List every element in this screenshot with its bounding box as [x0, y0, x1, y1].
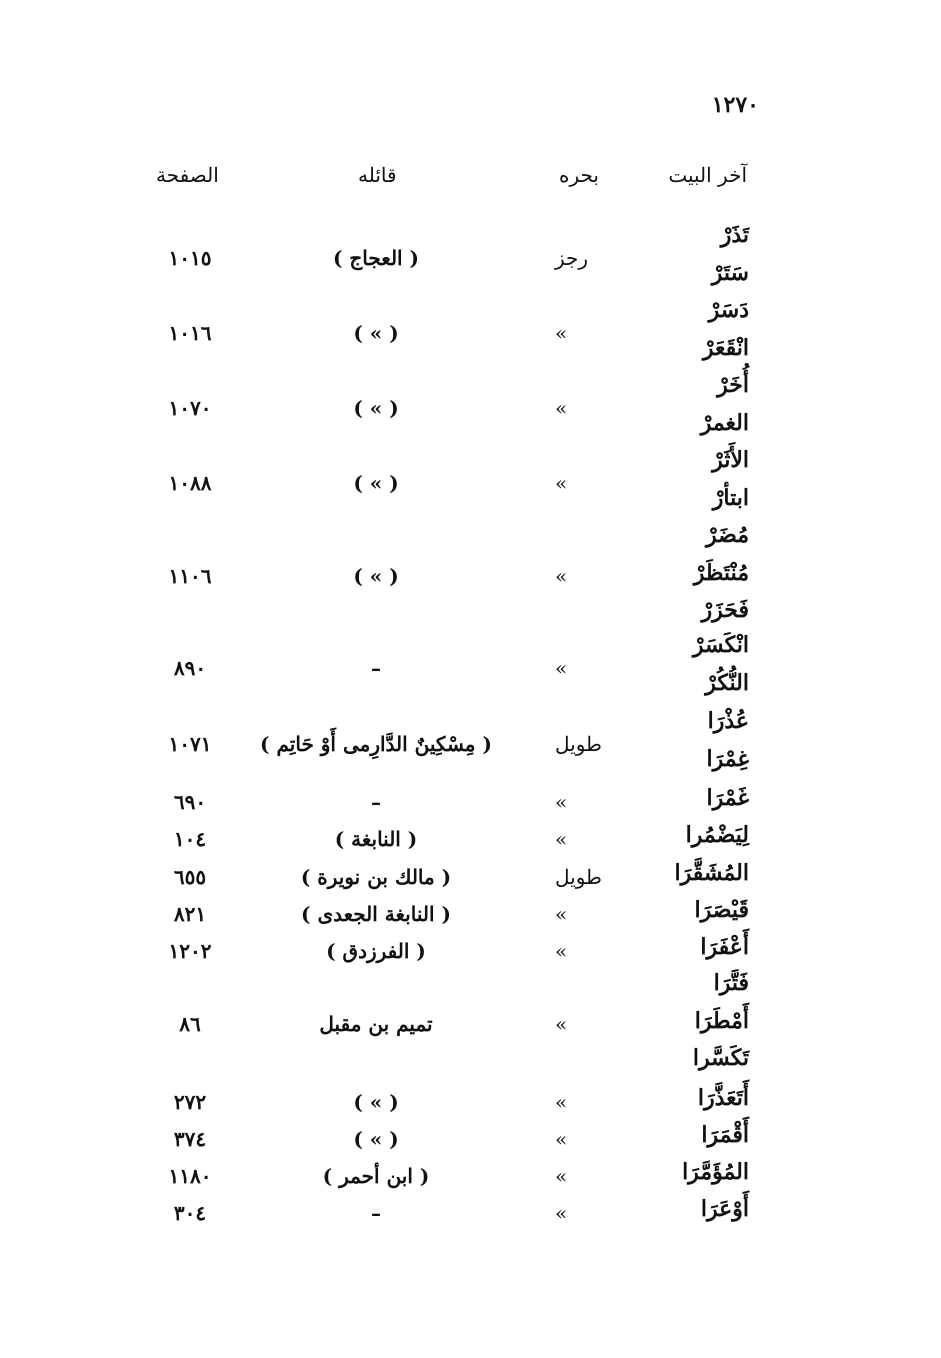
meter-cell: » [555, 395, 568, 420]
meter-cell: » [555, 1163, 568, 1188]
verse-ending: عُذْرَا [707, 708, 749, 734]
meter-cell: » [555, 901, 568, 926]
entry-group [0, 447, 941, 522]
entry-group [0, 934, 941, 972]
verse-ending: سَتَرْ [711, 259, 749, 286]
poet-cell: ( العجاج ) [332, 245, 420, 270]
page-cell: ١١٨٠ [168, 1163, 212, 1188]
entry-group [0, 897, 941, 935]
column-header-last-word: آخر البيت [668, 163, 747, 187]
poet-cell: ( » ) [353, 470, 399, 495]
entry-group [0, 372, 941, 447]
page-cell: ٦٥٥ [173, 864, 207, 889]
verse-ending: ابتأرْ [712, 484, 749, 511]
meter-cell: » [555, 826, 568, 851]
page-cell: ١٠١٦ [168, 320, 212, 345]
poet-cell: ( مالك بن نويرة ) [300, 864, 452, 889]
page-cell: ٣٠٤ [173, 1200, 207, 1225]
poet-cell: تميم بن مقبل [319, 1012, 433, 1037]
page-cell: ١١٠٦ [168, 564, 212, 589]
entry-group [0, 970, 941, 1083]
verse-ending: الأَثَرْ [712, 447, 749, 473]
verse-ending: تَذَرْ [720, 222, 749, 248]
meter-cell: » [555, 938, 568, 963]
poet-cell: ( » ) [353, 395, 399, 420]
poet-cell: ( ابن أحمر ) [322, 1163, 430, 1188]
verse-ending: فَحَزَرْ [701, 597, 749, 623]
page-cell: ١٠٧٠ [168, 395, 212, 420]
entry-group [0, 708, 941, 783]
entry-group [0, 1085, 941, 1123]
page-cell: ٢٧٢ [173, 1089, 207, 1114]
entry-group [0, 522, 941, 635]
verse-ending: أُخَرْ [717, 372, 749, 398]
entry-group [0, 297, 941, 372]
meter-cell: طويل [555, 731, 602, 756]
page-cell: ١٠٤ [173, 826, 207, 851]
verse-ending: مُضَرْ [705, 522, 749, 548]
column-header-page: الصفحة [156, 163, 219, 187]
page-cell: ٣٧٤ [173, 1126, 207, 1151]
verse-ending: أَتَعَذَّرَا [697, 1085, 749, 1111]
entry-group [0, 822, 941, 860]
poet-cell: ( » ) [353, 564, 399, 589]
verse-ending: مُنْتَظَرْ [693, 559, 749, 586]
meter-cell: » [555, 1200, 568, 1225]
verse-ending: أَمْطَرَا [694, 1007, 749, 1034]
verse-ending: أَقْمَرَا [701, 1122, 749, 1148]
poet-cell: – [371, 655, 381, 680]
page-cell: ٨٩٠ [173, 655, 207, 680]
page-cell: ١٢٠٢ [168, 938, 212, 963]
poet-cell: ( » ) [353, 1089, 399, 1114]
page-cell: ١٠٧١ [168, 731, 212, 756]
poet-cell: ( » ) [353, 1126, 399, 1151]
meter-cell: » [555, 564, 568, 589]
entry-group [0, 1122, 941, 1160]
verse-ending: المُشَقَّرَا [674, 860, 749, 886]
column-header-meter: بحره [559, 163, 599, 187]
verse-ending: غَمْرَا [706, 785, 749, 811]
meter-cell: » [555, 1012, 568, 1037]
column-header-poet: قائله [358, 163, 397, 187]
meter-cell: » [555, 789, 568, 814]
verse-ending: الغمرْ [700, 409, 749, 436]
poet-cell: ( النابغة الجعدى ) [301, 901, 451, 926]
poet-cell: ( النابغة ) [334, 826, 418, 851]
entry-group [0, 1159, 941, 1197]
entry-group [0, 860, 941, 898]
poet-cell: ( مِسْكِينٌ الدَّارِمى أَوْ حَاتِم ) [260, 731, 492, 756]
meter-cell: رجز [555, 245, 589, 270]
entry-group [0, 632, 941, 707]
page-cell: ٨٢١ [173, 901, 207, 926]
meter-cell: » [555, 320, 568, 345]
meter-cell: » [555, 470, 568, 495]
verse-ending: النُّكُرْ [705, 669, 749, 696]
verse-ending: انْكَسَرْ [692, 632, 749, 658]
entry-group [0, 1196, 941, 1234]
meter-cell: » [555, 1089, 568, 1114]
verse-ending: لِيَضْمُرا [685, 822, 749, 848]
meter-cell: » [555, 655, 568, 680]
verse-ending: أَعْفَرَا [700, 934, 749, 960]
page-cell: ٨٦ [179, 1012, 201, 1037]
poet-cell: – [371, 789, 381, 814]
entry-group [0, 222, 941, 297]
verse-ending: غِمْرَا [706, 745, 749, 772]
meter-cell: » [555, 1126, 568, 1151]
verse-ending: دَسَرْ [708, 297, 749, 323]
verse-ending: فَتَّرَا [713, 970, 749, 996]
meter-cell: طويل [555, 864, 602, 889]
page-cell: ١٠٨٨ [168, 470, 212, 495]
verse-ending: المُؤَمَّرَا [682, 1159, 749, 1185]
verse-ending: أَوْعَرَا [700, 1196, 749, 1222]
verse-ending: قَيْصَرَا [694, 897, 749, 923]
page-cell: ٦٩٠ [173, 789, 207, 814]
verse-ending: انْقَعَرْ [702, 334, 749, 361]
verse-ending: تَكَسَّرا [692, 1045, 749, 1071]
page-cell: ١٠١٥ [168, 245, 212, 270]
page-number: ١٢٧٠ [711, 92, 759, 118]
poet-cell: ( الفرزدق ) [326, 938, 426, 963]
poet-cell: – [371, 1200, 381, 1225]
poet-cell: ( » ) [353, 320, 399, 345]
entry-group [0, 785, 941, 823]
